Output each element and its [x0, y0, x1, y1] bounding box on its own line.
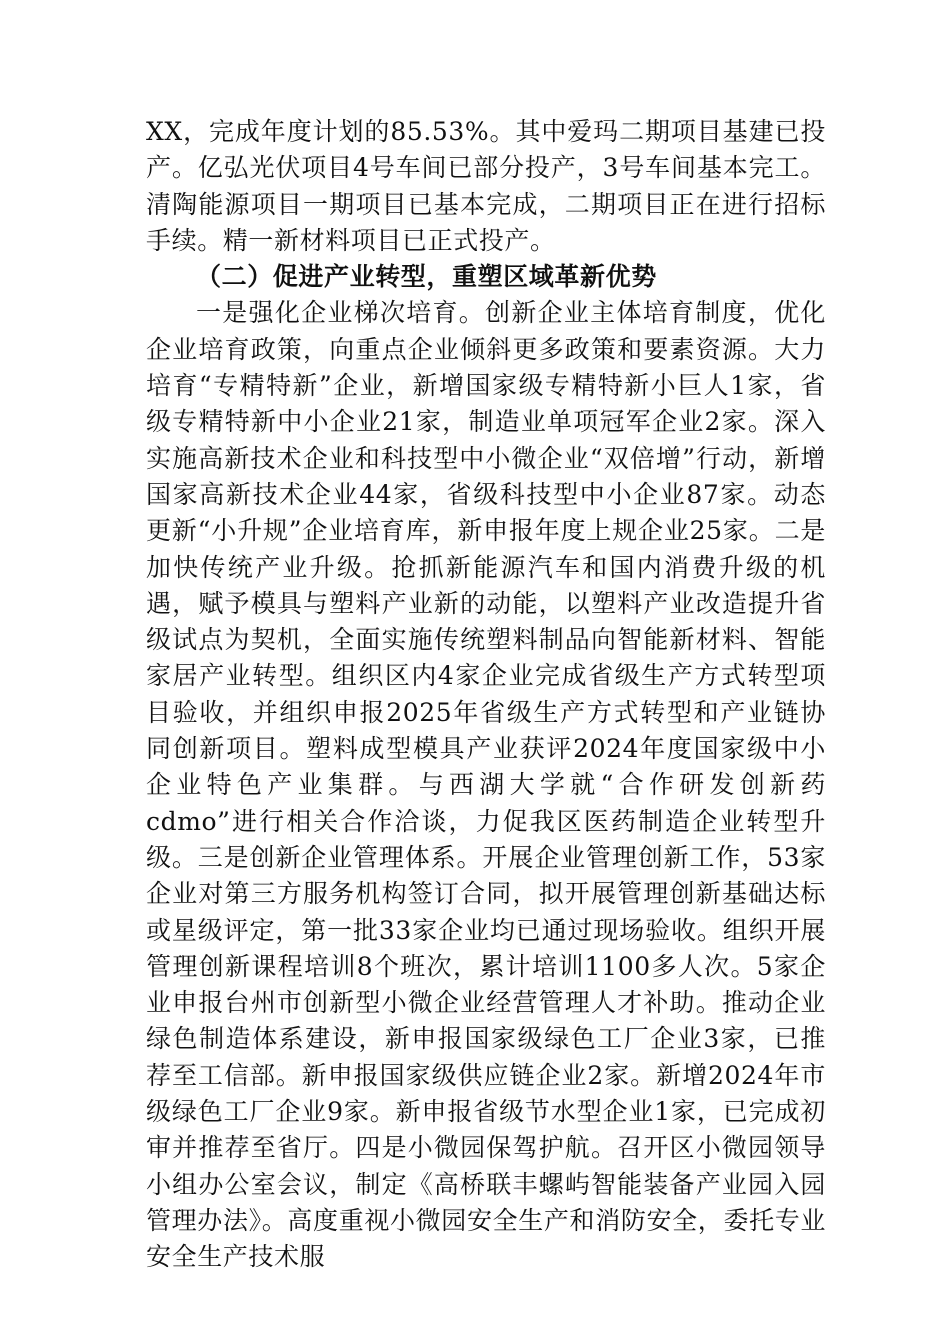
document-body: [146, 114, 826, 1276]
paragraph-project-progress: XX，完成年度计划的85.53%。其中爱玛二期项目基建已投产。亿弘光伏项目4号车间已部分投产，3号车间基本完工。清陶能源项目一期项目已基本完成，二期项目正在进行招标手续。精一新材料项目已正式投产。: [146, 117, 826, 255]
section-heading: （二）促进产业转型，重塑区域革新优势: [196, 262, 657, 292]
paragraph-industry-transformation: 一是强化企业梯次培育。创新企业主体培育制度，优化企业培育政策，向重点企业倾斜更多政策和要素资源。大力培育“专精特新”企业，新增国家级专精特新小巨人1家，省级专精特新中小企业21家，制造业单项冠军企业2家。深入实施高新技术企业和科技型中小微企业“双倍增”行动，新增国家高新技术企业44家，省级科技型中小企业87家。动态更新“小升规”企业培育库，新申报年度上规企业25家。二是加快传统产业升级。抢抓新能源汽车和国内消费升级的机遇，赋予模具与塑料产业新的动能，以塑料产业改造提升省级试点为契机，全面实施传统塑料制品向智能新材料、智能家居产业转型。组织区内4家企业完成省级生产方式转型项目验收，并组织申报2025年省级生产方式转型和产业链协同创新项目。塑料成型模具产业获评2024年度国家级中小企业特色产业集群。与西湖大学就“合作研发创新药cdmo”进行相关合作洽谈，力促我区医药制造企业转型升级。三是创新企业管理体系。开展企业管理创新工作，53家企业对第三方服务机构签订合同，拟开展管理创新基础达标或星级评定，第一批33家企业均已通过现场验收。组织开展管理创新课程培训8个班次，累计培训1100多人次。5家企业申报台州市创新型小微企业经营管理人才补助。推动企业绿色制造体系建设，新申报国家级绿色工厂企业3家，已推荐至工信部。新申报国家级供应链企业2家。新增2024年市级绿色工厂企业9家。新申报省级节水型企业1家，已完成初审并推荐至省厅。四是小微园保驾护航。召开区小微园领导小组办公室会议，制定《高桥联丰螺屿智能装备产业园入园管理办法》。高度重视小微园安全生产和消防安全，委托专业安全生产技术服: [146, 298, 826, 1272]
